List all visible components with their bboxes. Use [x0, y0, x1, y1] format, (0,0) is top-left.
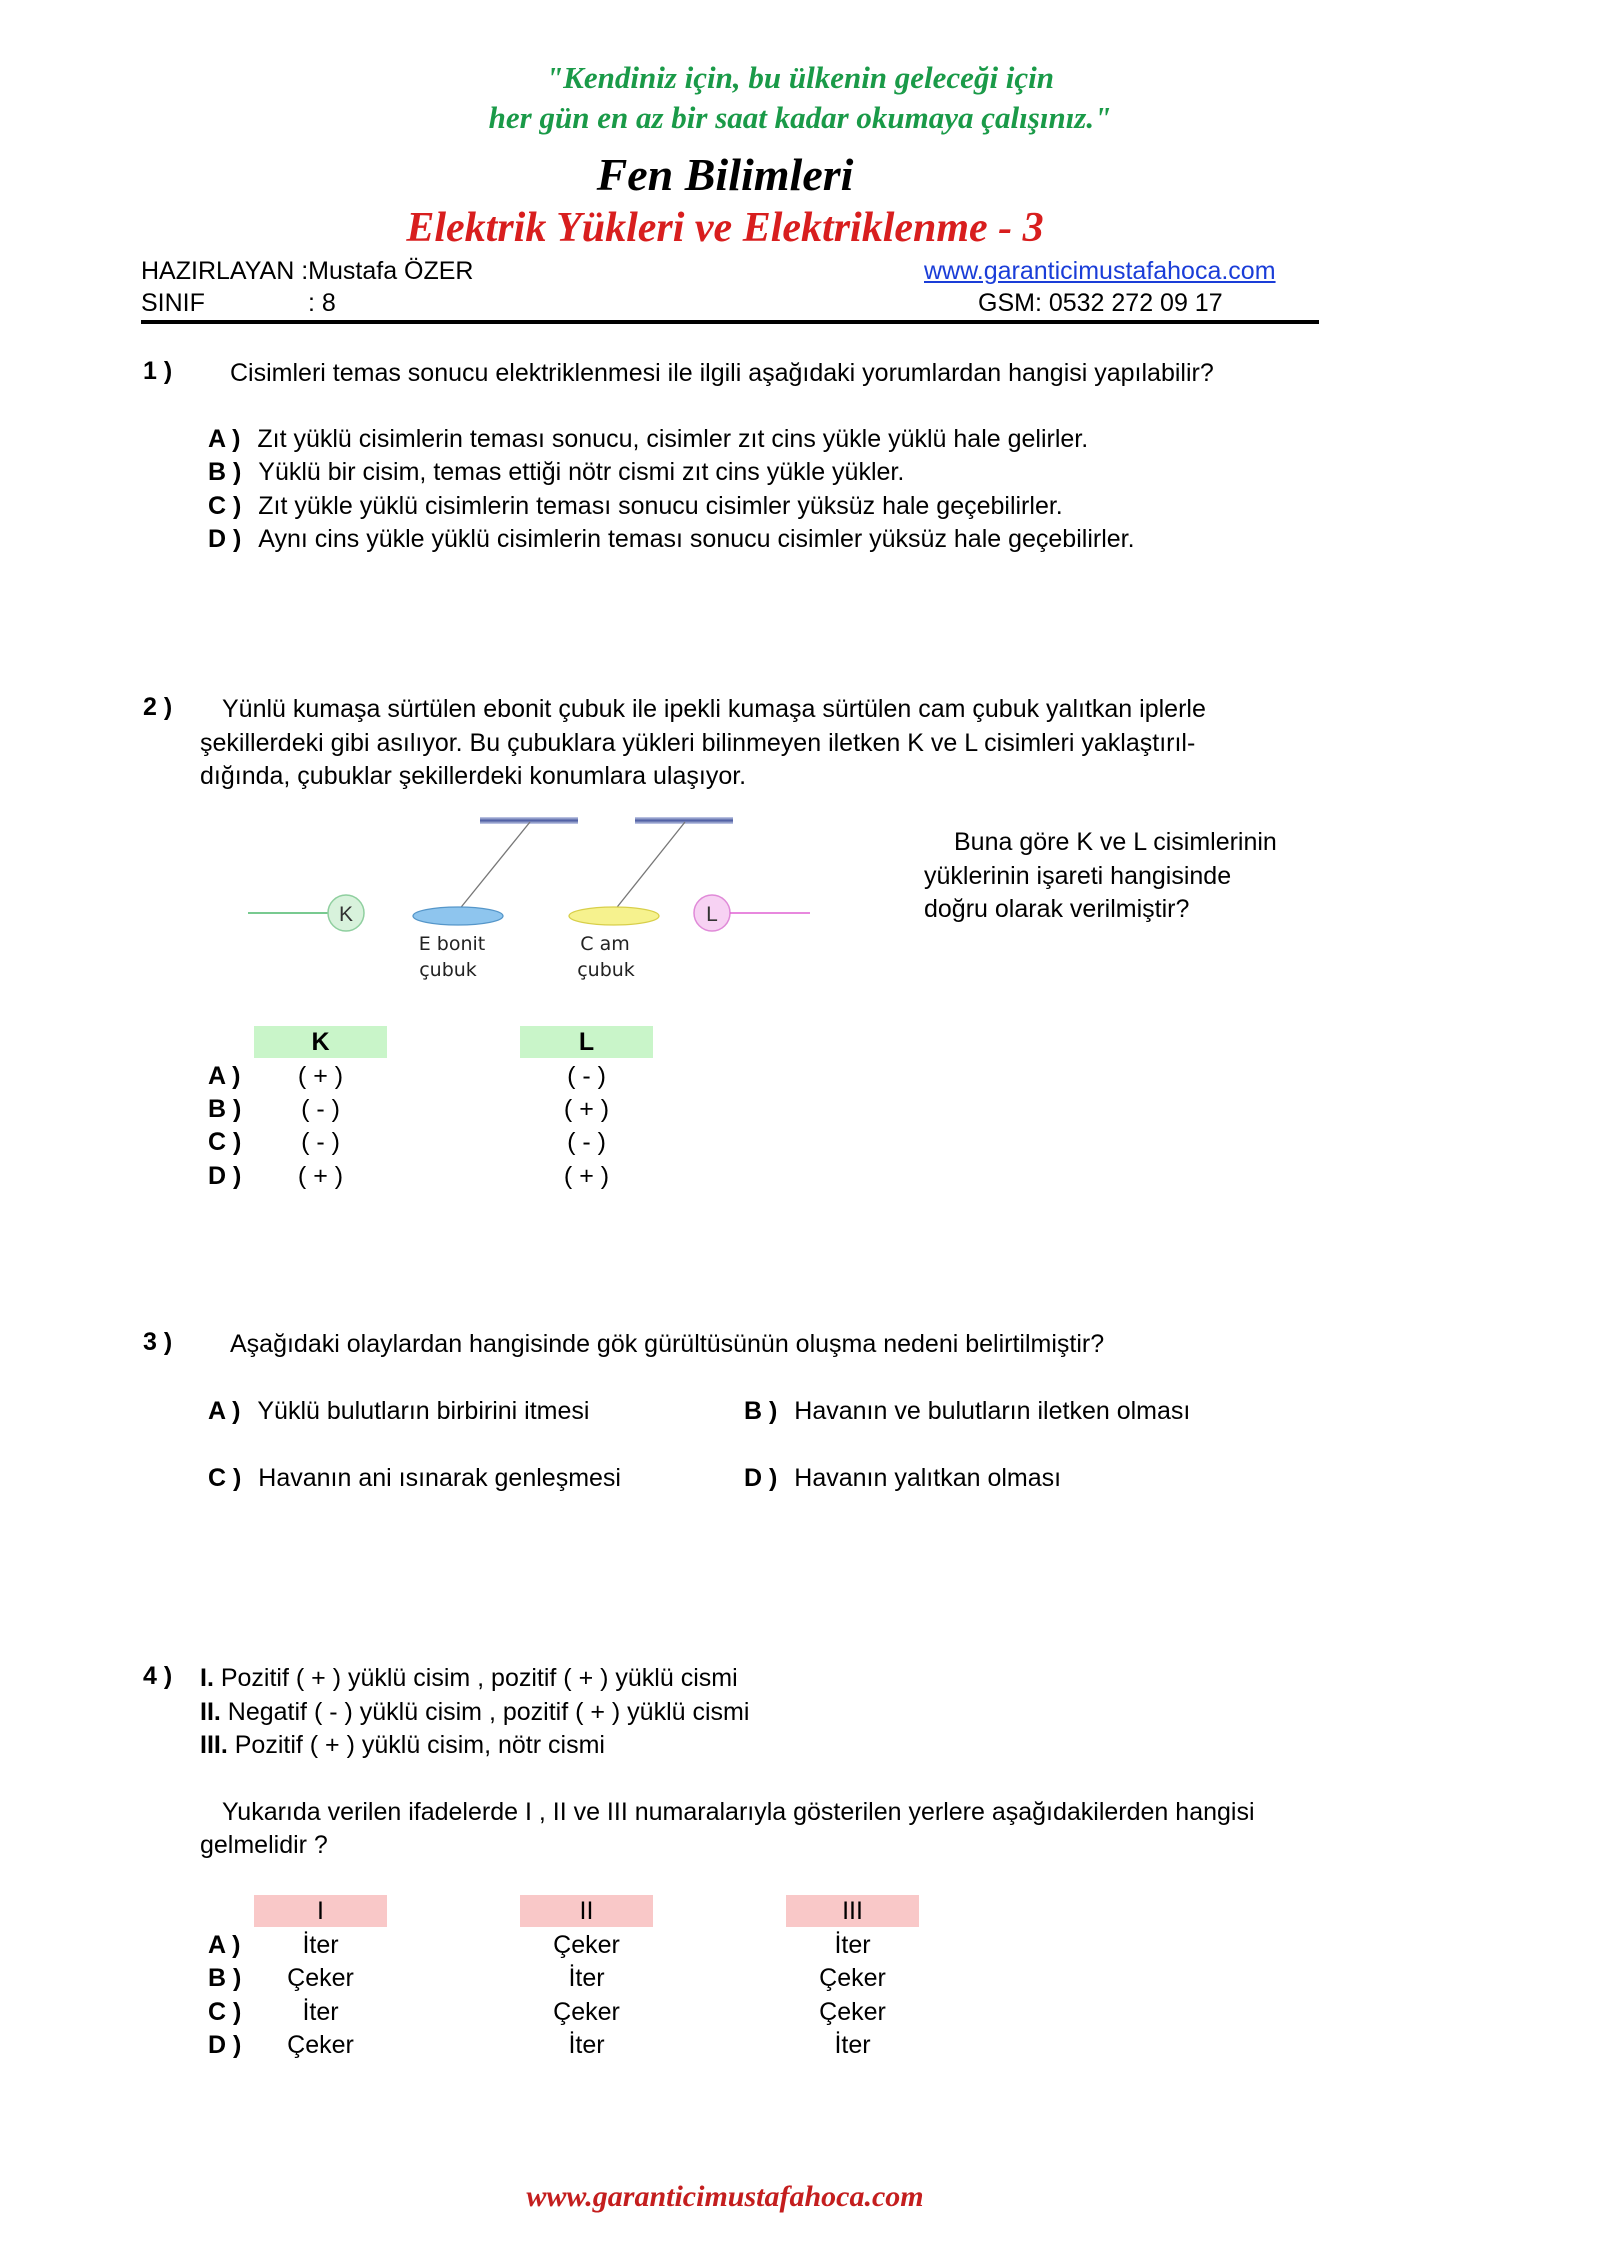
page-title: Fen Bilimleri: [596, 149, 854, 200]
q4-statement-2-text: Negatif ( - ) yüklü cisim , pozitif ( + ) yüklü cismi: [220, 1698, 750, 1726]
q2-table-header-l: L: [520, 1026, 653, 1058]
cam-rod: [569, 907, 659, 925]
q3-option-b[interactable]: [744, 1395, 1190, 1428]
question-2-line-3: dığında, çubuklar şekillerdeki konumlara ulaşıyor.: [200, 762, 747, 790]
class-label: SINIF: [141, 289, 205, 317]
q4-option-b-col1: Çeker: [287, 1964, 354, 1992]
q1-option-b-label: B ): [208, 458, 242, 486]
q1-option-d-label: D ): [208, 525, 242, 553]
q4-option-c-col2: Çeker: [553, 1998, 620, 2026]
question-1-text: Cisimleri temas sonucu elektriklenmesi ile ilgili aşağıdaki yorumlardan hangisi yapılabilir?: [230, 359, 1214, 387]
cam-label-line-2: çubuk: [577, 959, 635, 981]
q2-option-b-k: ( - ): [301, 1095, 340, 1123]
q4-statement-2-label: II.: [200, 1698, 221, 1726]
q4-option-a-col1: İter: [302, 1931, 339, 1959]
ebonit-label-line-2: çubuk: [419, 959, 477, 981]
q4-statement-3: [200, 1729, 605, 1762]
q3-option-d-label: D ): [744, 1464, 778, 1492]
q2-option-c-label[interactable]: C ): [208, 1128, 242, 1156]
q4-option-b-label[interactable]: B ): [208, 1964, 242, 1992]
q2-option-d-label[interactable]: D ): [208, 1162, 242, 1190]
q2-option-a-l: ( - ): [567, 1062, 606, 1090]
author-label: HAZIRLAYAN :Mustafa ÖZER: [141, 257, 474, 285]
q2-option-b-l: ( + ): [563, 1095, 610, 1123]
q3-option-d-text: Havanın yalıtkan olması: [794, 1464, 1062, 1492]
q3-option-c-text: Havanın ani ısınarak genleşmesi: [258, 1464, 621, 1492]
q4-statement-2: [200, 1696, 749, 1729]
q3-option-b-text: Havanın ve bulutların iletken olması: [794, 1397, 1191, 1425]
q1-option-c-label: C ): [208, 492, 242, 520]
k-sphere-label: K: [338, 903, 354, 926]
q2-option-d-l: ( + ): [563, 1162, 610, 1190]
q4-option-a-col3: İter: [834, 1931, 871, 1959]
header-website-link[interactable]: www.garanticimustafahoca.com: [924, 257, 1276, 285]
q3-option-b-label: B ): [744, 1397, 778, 1425]
cam-label-line-1: C am: [580, 933, 630, 955]
q4-option-a-label[interactable]: A ): [208, 1931, 241, 1959]
q2-option-d-k: ( + ): [297, 1162, 344, 1190]
gsm-number: GSM: 0532 272 09 17: [978, 289, 1223, 317]
q4-option-b-col3: Çeker: [819, 1964, 886, 1992]
footer-website[interactable]: www.garanticimustafahoca.com: [526, 2180, 924, 2213]
q1-option-d-text: Aynı cins yükle yüklü cisimlerin teması sonucu cisimler yüksüz hale geçebilirler.: [258, 525, 1135, 553]
q4-option-d-col2: İter: [568, 2031, 605, 2059]
question-2-line-1: Yünlü kumaşa sürtülen ebonit çubuk ile ipekli kumaşa sürtülen cam çubuk yalıtkan iplerle: [222, 695, 1206, 723]
question-3-text: Aşağıdaki olaylardan hangisinde gök gürültüsünün oluşma nedeni belirtilmiştir?: [230, 1330, 1105, 1358]
page-subtitle: Elektrik Yükleri ve Elektriklenme - 3: [406, 205, 1044, 251]
question-4-number: 4 ): [143, 1662, 173, 1690]
ebonit-thread: [458, 822, 530, 911]
question-3-number: 3 ): [143, 1328, 173, 1356]
q1-option-c[interactable]: [208, 490, 1063, 523]
q4-prompt-line-2: gelmelidir ?: [200, 1831, 328, 1859]
q4-table-header-1: I: [254, 1895, 387, 1927]
q4-table-header-2: II: [520, 1895, 653, 1927]
ebonit-rod: [413, 907, 503, 925]
q2-table-header-k: K: [254, 1026, 387, 1058]
question-2-side-line-1: Buna göre K ve L cisimlerinin: [954, 828, 1277, 856]
q1-option-a-label: A ): [208, 425, 241, 453]
q2-option-a-k: ( + ): [297, 1062, 344, 1090]
q1-option-a[interactable]: [208, 423, 1088, 456]
q4-table-header-3: III: [786, 1895, 919, 1927]
q4-option-d-label[interactable]: D ): [208, 2031, 242, 2059]
q4-option-c-col1: İter: [302, 1998, 339, 2026]
q4-option-c-label[interactable]: C ): [208, 1998, 242, 2026]
q3-option-c-label: C ): [208, 1464, 242, 1492]
ebonit-label-line-1: E bonit: [418, 933, 486, 955]
q1-option-d[interactable]: [208, 523, 1135, 556]
motto-line-1: "Kendiniz için, bu ülkenin geleceği için: [545, 60, 1055, 95]
q4-option-c-col3: Çeker: [819, 1998, 886, 2026]
q1-option-a-text: Zıt yüklü cisimlerin teması sonucu, cisimler zıt cins yükle yüklü hale gelirler.: [257, 425, 1089, 453]
l-sphere-label: L: [706, 903, 718, 926]
q3-option-a-text: Yüklü bulutların birbirini itmesi: [257, 1397, 590, 1425]
q4-option-b-col2: İter: [568, 1964, 605, 1992]
q3-option-a[interactable]: [208, 1395, 589, 1428]
q4-option-a-col2: Çeker: [553, 1931, 620, 1959]
q4-statement-3-text: Pozitif ( + ) yüklü cisim, nötr cismi: [227, 1731, 605, 1759]
question-2-side-line-3: doğru olarak verilmiştir?: [924, 895, 1190, 923]
q2-option-b-label[interactable]: B ): [208, 1095, 242, 1123]
question-2-number: 2 ): [143, 693, 173, 721]
q2-option-a-label[interactable]: A ): [208, 1062, 241, 1090]
question-2-line-2: şekillerdeki gibi asılıyor. Bu çubuklara yükleri bilinmeyen iletken K ve L cisimleri yaklaştırıl-: [200, 729, 1196, 757]
q4-statement-3-label: III.: [200, 1731, 228, 1759]
ebonit-cam-figure: [240, 805, 820, 990]
motto-line-2: her gün en az bir saat kadar okumaya çalışınız.": [488, 100, 1112, 135]
question-1-number: 1 ): [143, 357, 173, 385]
q4-option-d-col3: İter: [834, 2031, 871, 2059]
q2-option-c-k: ( - ): [301, 1128, 340, 1156]
q4-statement-1-label: I.: [200, 1664, 214, 1692]
q1-option-b[interactable]: [208, 456, 904, 489]
q1-option-c-text: Zıt yükle yüklü cisimlerin teması sonucu cisimler yüksüz hale geçebilirler.: [258, 492, 1063, 520]
question-2-side-line-2: yüklerinin işareti hangisinde: [924, 862, 1232, 890]
q2-option-c-l: ( - ): [567, 1128, 606, 1156]
q3-option-c[interactable]: [208, 1462, 621, 1495]
q3-option-a-label: A ): [208, 1397, 241, 1425]
class-value: : 8: [308, 289, 336, 317]
header-divider: [141, 320, 1319, 324]
q1-option-b-text: Yüklü bir cisim, temas ettiği nötr cismi zıt cins yükle yükler.: [258, 458, 905, 486]
q4-prompt-line-1: Yukarıda verilen ifadelerde I , II ve III numaralarıyla gösterilen yerlere aşağıdakilerden hangisi: [222, 1798, 1255, 1826]
cam-thread: [614, 822, 685, 911]
q4-statement-1-text: Pozitif ( + ) yüklü cisim , pozitif ( + ) yüklü cismi: [213, 1664, 738, 1692]
q3-option-d[interactable]: [744, 1462, 1061, 1495]
q4-option-d-col1: Çeker: [287, 2031, 354, 2059]
q4-statement-1: [200, 1662, 738, 1695]
